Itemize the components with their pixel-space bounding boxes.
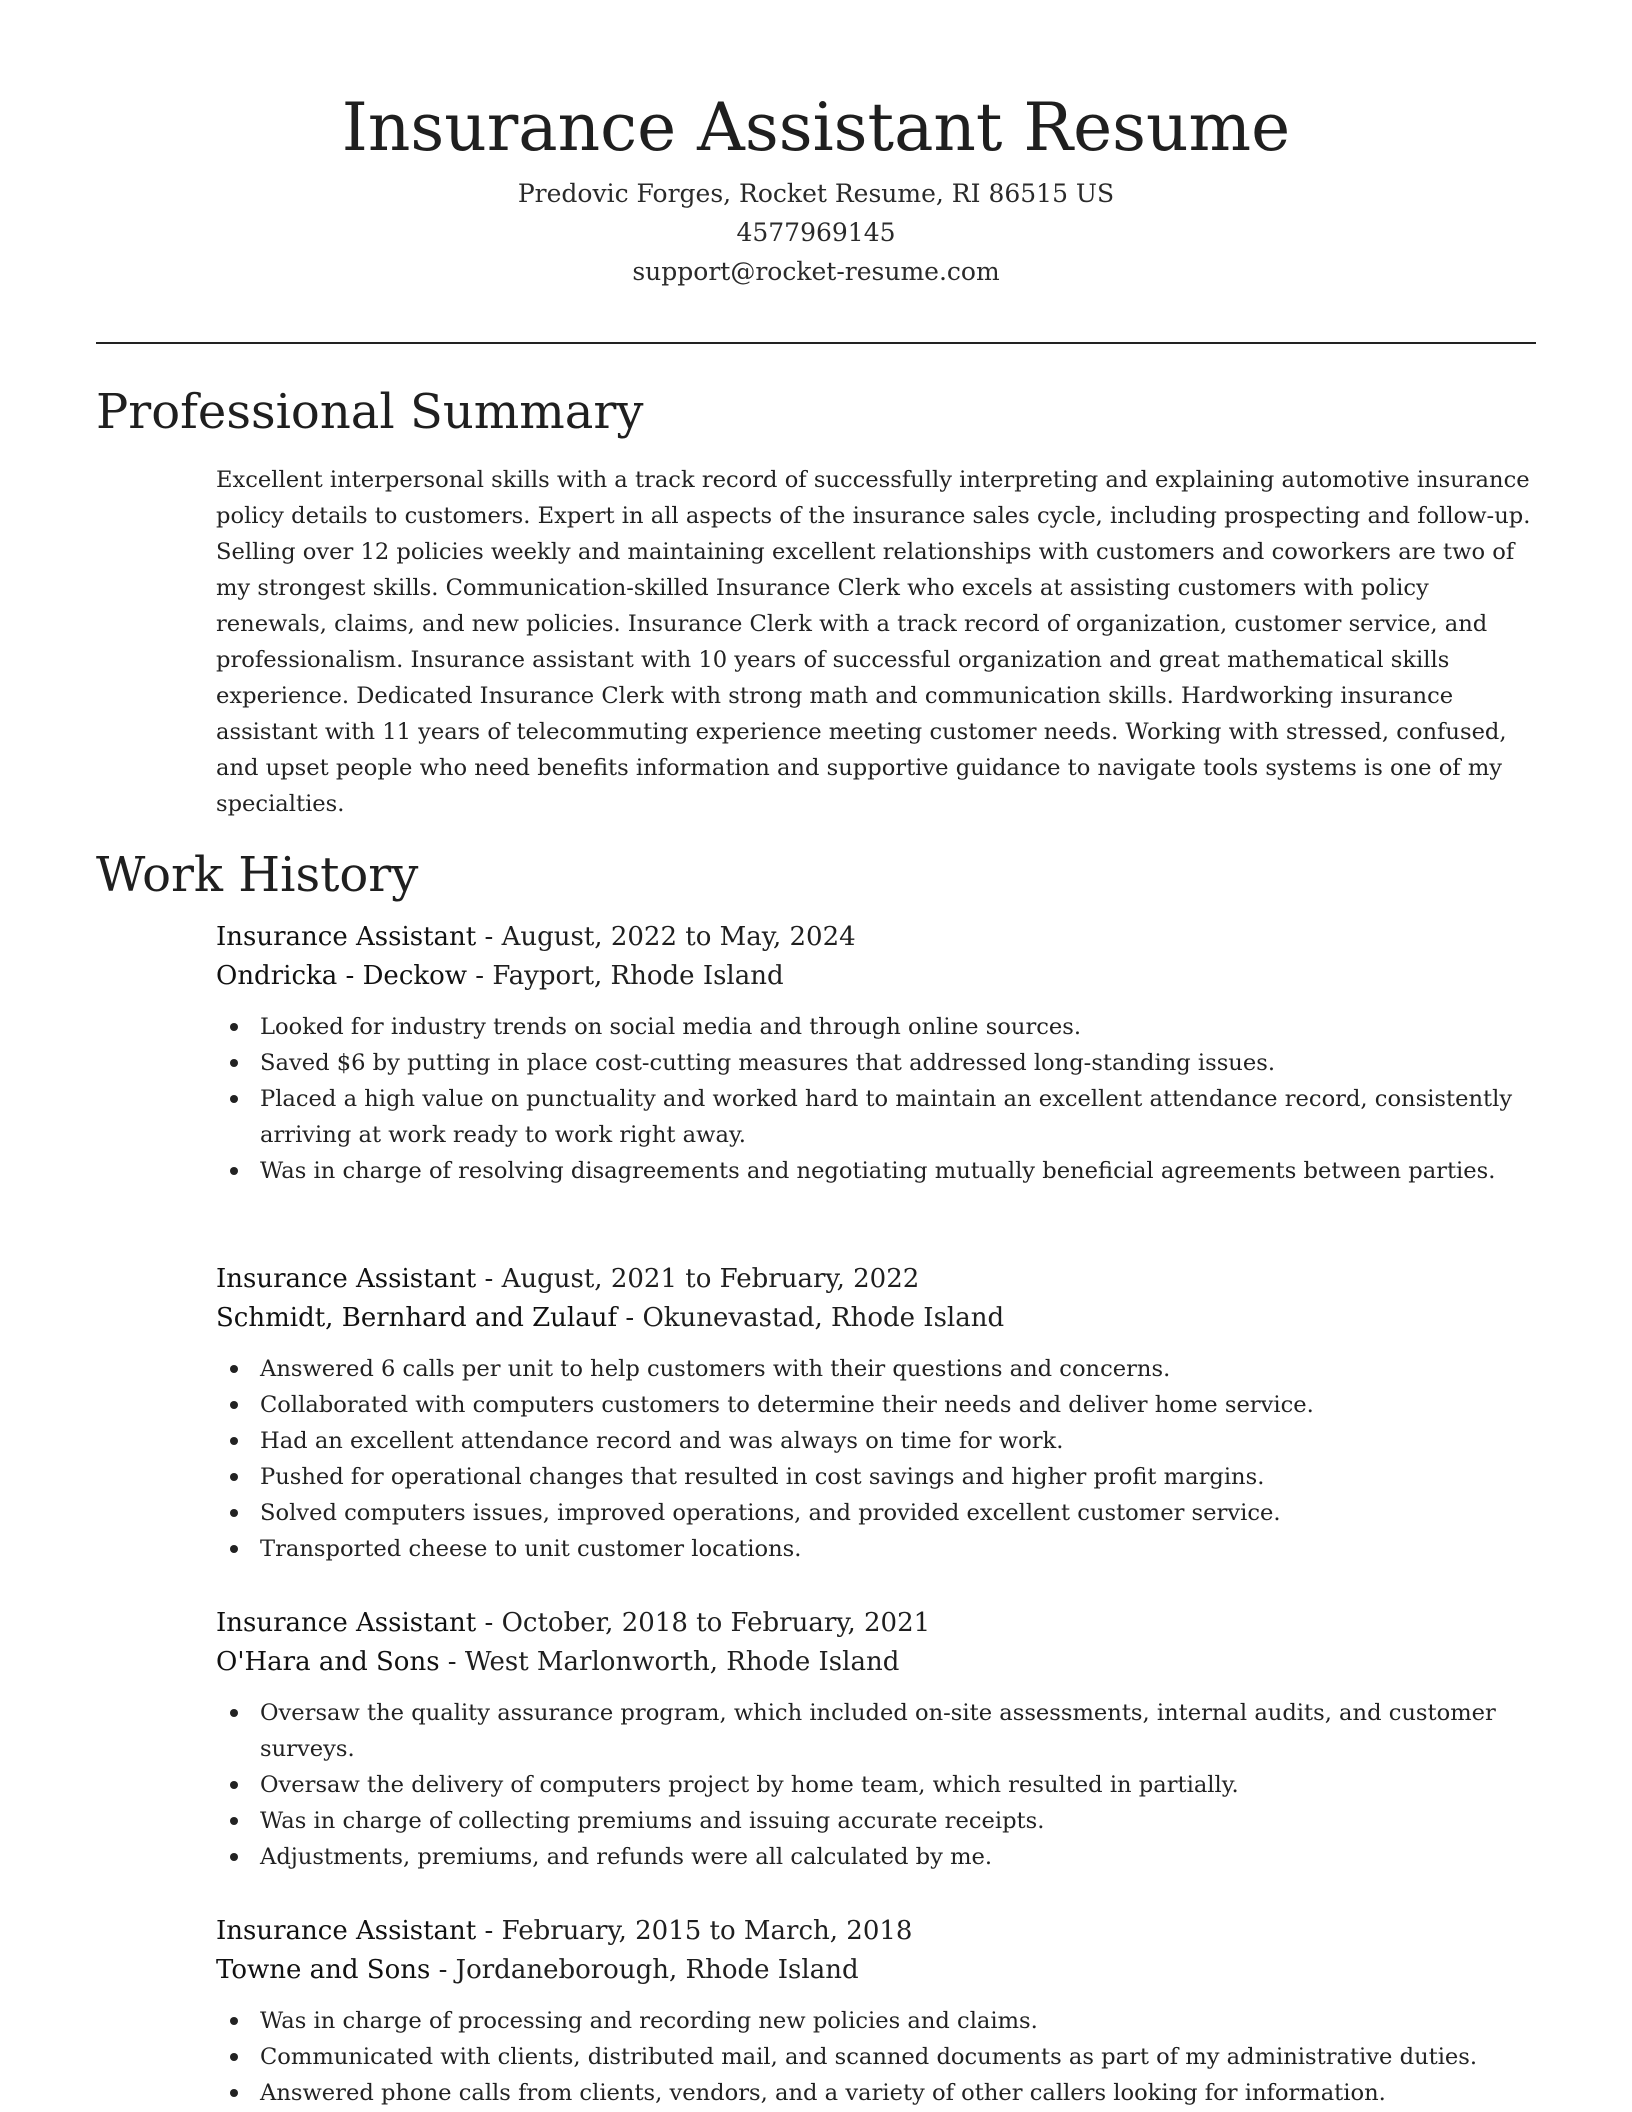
section-title-work-history: Work History: [96, 847, 419, 903]
job-company-line: Schmidt, Bernhard and Zulauf - Okunevastad, Rhode Island: [216, 1303, 1005, 1333]
job-entry: [216, 1260, 1546, 1567]
job-bullet: Adjustments, premiums, and refunds were all calculated by me.: [216, 1839, 1546, 1875]
job-bullets: [216, 1351, 1546, 1567]
job-title-line: Insurance Assistant - August, 2022 to May, 2024: [216, 922, 856, 952]
contact-phone: 4577969145: [736, 218, 896, 247]
job-entry: [216, 1912, 1546, 2111]
job-company-line: Ondricka - Deckow - Fayport, Rhode Island: [216, 961, 784, 991]
job-title-line: Insurance Assistant - August, 2021 to February, 2022: [216, 1264, 920, 1294]
resume-header: [0, 82, 1632, 291]
contact-email: support@rocket-resume.com: [632, 257, 1000, 286]
job-company: O'Hara and Sons: [216, 1647, 440, 1677]
job-title: Insurance Assistant: [216, 1608, 477, 1638]
job-bullet: Saved $6 by putting in place cost-cutting measures that addressed long-standing issues.: [216, 1045, 1546, 1081]
job-company: Schmidt, Bernhard and Zulauf: [216, 1303, 618, 1333]
section-title-summary: Professional Summary: [96, 384, 644, 440]
job-entry: [216, 1604, 1546, 1875]
job-bullet: Was in charge of collecting premiums and issuing accurate receipts.: [216, 1803, 1546, 1839]
job-bullet: Was in charge of processing and recording new policies and claims.: [216, 2003, 1546, 2039]
job-company: Towne and Sons: [216, 1955, 431, 1985]
job-bullet: Communicated with clients, distributed mail, and scanned documents as part of my administrative duties.: [216, 2039, 1546, 2075]
job-company-line: O'Hara and Sons - West Marlonworth, Rhode Island: [216, 1647, 900, 1677]
job-bullet: Collaborated with computers customers to determine their needs and deliver home service.: [216, 1387, 1546, 1423]
resume-title: Insurance Assistant Resume: [341, 89, 1291, 166]
job-bullet: Oversaw the quality assurance program, which included on-site assessments, internal audits, and customer surveys.: [216, 1695, 1546, 1767]
job-dates: February, 2015 to March, 2018: [501, 1916, 913, 1946]
job-bullet: Placed a high value on punctuality and worked hard to maintain an excellent attendance record, consistently arriving at work ready to work right away.: [216, 1081, 1546, 1153]
job-bullet: Transported cheese to unit customer locations.: [216, 1531, 1546, 1567]
job-dates: August, 2021 to February, 2022: [501, 1264, 920, 1294]
job-bullet: Had an excellent attendance record and was always on time for work.: [216, 1423, 1546, 1459]
job-company: Ondricka - Deckow: [216, 961, 468, 991]
job-bullets: [216, 1695, 1546, 1875]
job-bullet: Oversaw the delivery of computers project by home team, which resulted in partially.: [216, 1767, 1546, 1803]
job-company-line: Towne and Sons - Jordaneborough, Rhode Island: [216, 1955, 859, 1985]
contact-address: Predovic Forges, Rocket Resume, RI 86515 US: [517, 179, 1115, 208]
job-title: Insurance Assistant: [216, 1916, 477, 1946]
job-title: Insurance Assistant: [216, 1264, 477, 1294]
job-bullets: [216, 2003, 1546, 2111]
job-entry: [216, 918, 1546, 1189]
summary-text: Excellent interpersonal skills with a track record of successfully interpreting and explaining automotive insurance policy details to customers. Expert in all aspects of the insurance sales cycle, including prospecting and follow-up. Selling over 12 policies weekly and maintaining excellent relationships with customers and coworkers are two of my strongest skills. Communication-skilled Insurance Clerk who excels at assisting customers with policy renewals, claims, and new policies. Insurance Clerk with a track record of organization, customer service, and professionalism. Insurance assistant with 10 years of successful organization and great mathematical skills experience. Dedicated Insurance Clerk with strong math and communication skills. Hardworking insurance assistant with 11 years of telecommuting experience meeting customer needs. Working with stressed, confused, and upset people who need benefits information and supportive guidance to navigate tools systems is one of my specialties.: [216, 467, 1531, 817]
job-location: Jordaneborough, Rhode Island: [455, 1955, 859, 1985]
job-title: Insurance Assistant: [216, 922, 477, 952]
job-title-line: Insurance Assistant - February, 2015 to March, 2018: [216, 1916, 913, 1946]
job-title-line: Insurance Assistant - October, 2018 to February, 2021: [216, 1608, 931, 1638]
job-bullet: Pushed for operational changes that resulted in cost savings and higher profit margins.: [216, 1459, 1546, 1495]
job-bullet: Solved computers issues, improved operations, and provided excellent customer service.: [216, 1495, 1546, 1531]
job-dates: August, 2022 to May, 2024: [501, 922, 856, 952]
job-bullet: Answered phone calls from clients, vendors, and a variety of other callers looking for information.: [216, 2075, 1546, 2111]
job-bullet: Looked for industry trends on social media and through online sources.: [216, 1009, 1546, 1045]
job-dates: October, 2018 to February, 2021: [501, 1608, 931, 1638]
job-bullets: [216, 1009, 1546, 1189]
job-bullet: Answered 6 calls per unit to help customers with their questions and concerns.: [216, 1351, 1546, 1387]
job-location: West Marlonworth, Rhode Island: [464, 1647, 900, 1677]
job-location: Fayport, Rhode Island: [492, 961, 784, 991]
header-divider: [96, 342, 1536, 344]
job-location: Okunevastad, Rhode Island: [642, 1303, 1005, 1333]
job-bullet: Was in charge of resolving disagreements and negotiating mutually beneficial agreements between parties.: [216, 1153, 1546, 1189]
